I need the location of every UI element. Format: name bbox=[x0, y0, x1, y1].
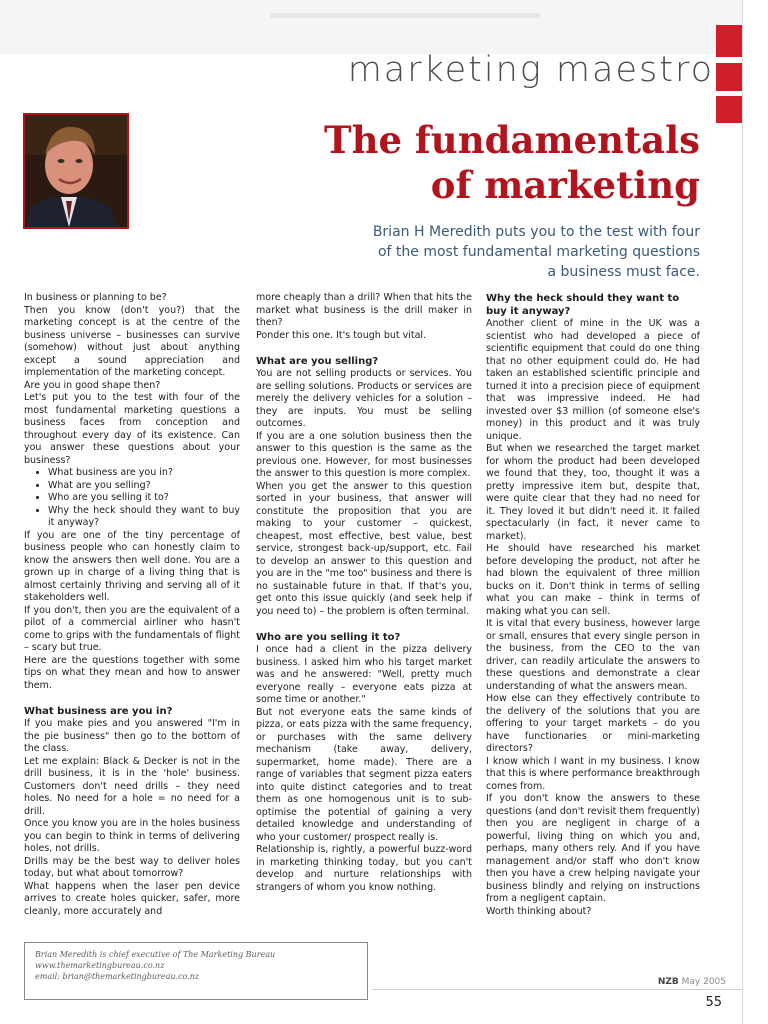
author-bio-box bbox=[24, 942, 368, 1000]
standfirst-line-3: a business must face. bbox=[547, 264, 700, 280]
accent-block-2 bbox=[716, 63, 742, 91]
standfirst-line-2: of the most fundamental marketing questions bbox=[377, 244, 700, 260]
margin-rule bbox=[742, 0, 743, 1024]
bio-email: email: brian@themarketingbureau.co.nz bbox=[35, 972, 200, 981]
section-title: marketing maestro bbox=[347, 50, 714, 90]
portrait-photo bbox=[25, 115, 127, 227]
paragraph: If you don't, then you are the equivalent of a pilot of a commercial airliner who hasn't come to grips with the fundamentals of flight – scary but true. bbox=[24, 604, 240, 653]
footer-rule bbox=[372, 989, 742, 990]
author-photo bbox=[23, 113, 129, 229]
subheading-selling-to: Who are you selling it to? bbox=[256, 632, 401, 643]
paragraph: If you are one of the tiny percentage of business people who can honestly claim to know the answers then well done. You are a grown up in charge of a living thing that is almost certainly thriving and serving all of it stakeholders well. bbox=[24, 529, 240, 603]
paragraph: If you don't know the answers to these questions (and don't revisit them frequently) then you are negligent in charge of a powerful, living thing on which you and, perhaps, many others rely. And if you have management and/or staff who don't know then you have a crew helping navigate your business blindly and relying on instructions from a negligent captain. bbox=[486, 793, 700, 904]
subheading-selling: What are you selling? bbox=[256, 356, 379, 367]
standfirst-line-1: Brian H Meredith puts you to the test with four bbox=[372, 224, 700, 240]
paragraph: Here are the questions together with some tips on what they mean and how to answer them. bbox=[24, 654, 240, 691]
issue-date: May 2005 bbox=[681, 977, 726, 987]
issue-info bbox=[658, 977, 726, 987]
paragraph: In business or planning to be? bbox=[24, 292, 167, 303]
paragraph: But not everyone eats the same kinds of pizza, or eats pizza with the same frequency, or purchases with the same delivery mechanism (take away, delivery, supermarket, home made). There are a range of variables that segment pizza eaters into quite distinct categories and to treat them as one homogenous unit is to sub-optimise the potential of gaining a very detailed knowledge and understanding of who your customer/ prospect really is. bbox=[256, 706, 472, 843]
column-2 bbox=[256, 292, 472, 947]
question-item: • What business are you in? bbox=[48, 467, 240, 480]
paragraph: You are not selling products or services. You are selling solutions. Products or services are merely the delivery vehicles for a solution – they are inputs. You must be selling outcomes. bbox=[256, 368, 472, 429]
paragraph: He should have researched his market before developing the product, not after he had blown the equivalent of three million bucks on it. Don't think in terms of selling what you can make – think in terms of making what you can sell. bbox=[486, 543, 700, 617]
bio-line: Brian Meredith is chief executive of The Marketing Bureau bbox=[35, 950, 276, 959]
paragraph: Drills may be the best way to deliver holes today, but what about tomorrow? bbox=[24, 855, 240, 879]
publication-brand: NZB bbox=[657, 977, 679, 987]
accent-block-1 bbox=[716, 25, 742, 57]
accent-block-3 bbox=[716, 96, 742, 123]
headline-line-1: The fundamentals bbox=[324, 118, 700, 162]
paragraph: Relationship is, rightly, a powerful buzz-word in marketing thinking today, but you can't develop and nurture relationships with strangers of whom you know nothing. bbox=[256, 844, 472, 893]
paragraph: If you make pies and you answered "I'm in the pie business" then go to the bottom of the class. bbox=[24, 718, 240, 754]
paragraph: more cheaply than a drill? When that hits the market what business is the drill maker in then? bbox=[256, 292, 472, 328]
paragraph: Another client of mine in the UK was a scientist who had developed a piece of scientific equipment that could do one thing that no other equipment could do. He had taken an established scientific principle and turned it into a precision piece of equipment that was impressive indeed. He had invested over $3 million (of someone else's money) in this product and it was truly unique. bbox=[486, 318, 700, 442]
page-number: 55 bbox=[705, 995, 722, 1010]
paragraph: Once you know you are in the holes business you can begin to think in terms of delivering holes, not drills. bbox=[24, 818, 240, 854]
paragraph: But when we researched the target market for whom the product had been developed we found that they, too, thought it was a pretty impressive item but, despite that, were quite clear that they had no need for it. They loved it but didn't need it. It failed spectacularly (in fact, it never came to market). bbox=[486, 443, 700, 542]
question-item: • What are you selling? bbox=[48, 480, 240, 493]
paragraph: When you get the answer to this question sorted in your business, that answer will constitute the proposition that you are making to your customer – quickest, cheapest, most effective, best value, best service, strongest back-up/support, etc. Fail to develop an answer to this question and you are in the "me too" business and there is no sustainable future in that. If that's you, get onto this issue quickly (and seek help if you need to) – the problem is often terminal. bbox=[256, 480, 472, 617]
paragraph: Ponder this one. It's tough but vital. bbox=[256, 329, 427, 341]
standfirst bbox=[373, 222, 700, 282]
bio-website: www.themarketingbureau.co.nz bbox=[35, 961, 165, 970]
column-1 bbox=[24, 292, 240, 947]
top-faint-strip bbox=[270, 13, 540, 18]
paragraph: Let's put you to the test with four of the most fundamental marketing questions a business faces from conception and throughout every day of its existence. Can you answer these questions about your business? bbox=[24, 392, 240, 466]
question-item: • Why the heck should they want to buy it anyway? bbox=[48, 505, 240, 530]
paragraph: Then you know (don't you?) that the marketing concept is at the centre of the business universe – businesses can survive (somehow) without just about anything except a sound appreciation and implementation of the marketing concept. bbox=[24, 304, 240, 378]
paragraph: I know which I want in my business. I know that this is where performance breakthrough comes from. bbox=[486, 755, 700, 792]
paragraph: If you are a one solution business then the answer to this question is the same as the previous one. However, for most businesses the answer to this question is more complex. bbox=[256, 430, 472, 479]
article-headline bbox=[324, 118, 700, 208]
paragraph: Are you in good shape then? bbox=[24, 379, 161, 391]
paragraph: What happens when the laser pen device arrives to create holes quicker, safer, more cleanly, more accurately and bbox=[24, 880, 240, 917]
top-band bbox=[0, 0, 742, 54]
paragraph: Worth thinking about? bbox=[486, 905, 592, 917]
subheading-why-buy: Why the heck should they want to buy it anyway? bbox=[486, 293, 680, 317]
paragraph: Let me explain: Black & Decker is not in the drill business, it is in the 'hole' business. Customers don't need drills – they need holes. No need for a hole = no need for a drill. bbox=[24, 755, 240, 817]
question-item: • Who are you selling it to? bbox=[48, 492, 240, 505]
paragraph: I once had a client in the pizza delivery business. I asked him who his target market was and he answered: "Well, pretty much everyone really – everyone eats pizza at some time or another." bbox=[256, 644, 472, 705]
subheading-business: What business are you in? bbox=[24, 706, 173, 717]
headline-line-2: of marketing bbox=[430, 163, 700, 207]
paragraph: How else can they effectively contribute to the delivery of the solutions that you are offering to your target markets – do you have functionaries or mini-marketing directors? bbox=[486, 693, 700, 754]
column-3 bbox=[486, 292, 700, 947]
paragraph: It is vital that every business, however large or small, ensures that every single person in the business, from the CEO to the van driver, can readily articulate the answers to these questions and demonstrate a clear understanding of what the answers mean. bbox=[486, 618, 700, 692]
question-list bbox=[24, 467, 240, 530]
